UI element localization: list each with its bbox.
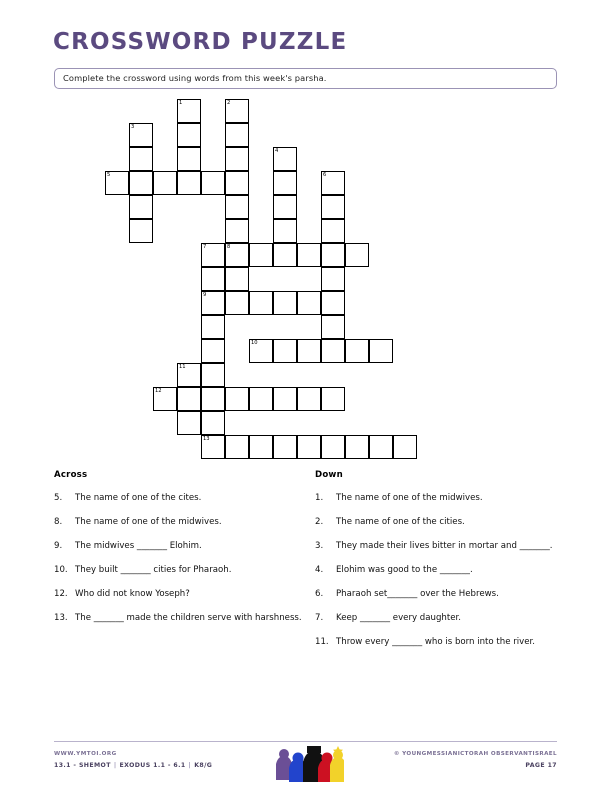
across-heading: Across [54, 470, 88, 480]
crossword-cell[interactable] [297, 387, 321, 411]
crossword-cell[interactable] [321, 195, 345, 219]
crossword-cell[interactable] [177, 147, 201, 171]
across-clue-item [54, 541, 304, 553]
footer-verses: EXODUS 1.1 - 6.1 [119, 762, 186, 769]
across-clue-text: Who did not know Yoseph? [75, 589, 190, 599]
crossword-cell[interactable] [177, 387, 201, 411]
across-clue-item [54, 613, 304, 625]
crossword-cell[interactable] [129, 171, 153, 195]
crossword-cell[interactable] [249, 291, 273, 315]
crossword-cell[interactable] [225, 123, 249, 147]
crossword-cell[interactable] [321, 219, 345, 243]
crossword-cell[interactable] [273, 195, 297, 219]
down-clue-text: They made their lives bitter in mortar and _______. [336, 541, 553, 551]
crossword-cell[interactable] [225, 435, 249, 459]
crossword-cell[interactable] [105, 171, 129, 195]
footer-divider [54, 741, 557, 742]
crossword-cell[interactable] [321, 387, 345, 411]
down-clue-item [315, 565, 565, 577]
crossword-cell[interactable] [201, 267, 225, 291]
footer-separator-2: | [188, 762, 192, 769]
crossword-cell[interactable] [297, 243, 321, 267]
crossword-cell[interactable] [321, 243, 345, 267]
across-clue-number: 8. [54, 517, 63, 527]
crossword-cell[interactable] [201, 387, 225, 411]
crossword-cell[interactable] [249, 243, 273, 267]
crossword-cell[interactable] [249, 339, 273, 363]
crossword-cell[interactable] [201, 243, 225, 267]
crossword-cell[interactable] [225, 291, 249, 315]
crossword-cell[interactable] [345, 339, 369, 363]
across-clue-item [54, 517, 304, 529]
across-clue-number: 12. [54, 589, 68, 599]
across-clues-column [54, 470, 304, 637]
footer-grade: K8/G [194, 762, 213, 769]
down-clue-number: 3. [315, 541, 324, 551]
across-clue-list [54, 493, 304, 625]
crossword-cell[interactable] [129, 219, 153, 243]
crossword-cell[interactable] [201, 291, 225, 315]
crossword-cell[interactable] [201, 435, 225, 459]
crossword-cell[interactable] [225, 387, 249, 411]
crossword-cell-number: 1 [179, 100, 183, 106]
crossword-cell[interactable] [225, 267, 249, 291]
down-clue-item [315, 517, 565, 529]
crossword-cell[interactable] [129, 123, 153, 147]
down-clue-item [315, 637, 565, 649]
crossword-cell[interactable] [177, 363, 201, 387]
down-clues-column [315, 470, 565, 661]
crossword-cell[interactable] [369, 435, 393, 459]
footer-left [54, 751, 212, 769]
crossword-cell-number: 3 [131, 124, 135, 130]
crossword-cell[interactable] [249, 435, 273, 459]
across-clue-text: The _______ made the children serve with harshness. [75, 613, 302, 623]
crossword-cell[interactable] [153, 387, 177, 411]
organization-logo-icon [272, 746, 344, 784]
crossword-cell[interactable] [393, 435, 417, 459]
crossword-cell[interactable] [225, 171, 249, 195]
crossword-cell[interactable] [321, 315, 345, 339]
across-clue-number: 10. [54, 565, 68, 575]
crossword-cell[interactable] [273, 219, 297, 243]
crossword-cell[interactable] [369, 339, 393, 363]
crossword-cell-number: 13 [203, 436, 210, 442]
crossword-cell[interactable] [201, 315, 225, 339]
crossword-cell-number: 4 [275, 148, 279, 154]
crossword-cell[interactable] [201, 339, 225, 363]
crossword-cell[interactable] [225, 195, 249, 219]
footer-separator-1: | [113, 762, 117, 769]
across-clue-text: The name of one of the midwives. [75, 517, 222, 527]
crossword-cell[interactable] [249, 387, 273, 411]
down-clue-text: The name of one of the midwives. [336, 493, 483, 503]
crossword-cell[interactable] [225, 219, 249, 243]
down-clue-item [315, 589, 565, 601]
crossword-cell[interactable] [321, 435, 345, 459]
down-heading: Down [315, 470, 343, 480]
down-clue-item [315, 613, 565, 625]
instruction-text: Complete the crossword using words from this week's parsha. [63, 73, 327, 83]
crossword-cell-number: 10 [251, 340, 258, 346]
down-clue-number: 6. [315, 589, 324, 599]
crossword-cell[interactable] [177, 171, 201, 195]
crossword-cell[interactable] [225, 99, 249, 123]
down-clue-text: Keep _______ every daughter. [336, 613, 461, 623]
crossword-cell[interactable] [297, 435, 321, 459]
crossword-cell[interactable] [273, 171, 297, 195]
crossword-cell[interactable] [129, 147, 153, 171]
across-clue-item [54, 493, 304, 505]
down-clue-number: 4. [315, 565, 324, 575]
footer-right [394, 751, 557, 769]
crossword-cell[interactable] [297, 339, 321, 363]
crossword-cell[interactable] [321, 171, 345, 195]
crossword-cell[interactable] [129, 195, 153, 219]
crossword-cell[interactable] [177, 123, 201, 147]
crossword-cell[interactable] [225, 243, 249, 267]
across-clue-item [54, 565, 304, 577]
crossword-cell[interactable] [345, 435, 369, 459]
down-clue-item [315, 541, 565, 553]
across-clue-text: They built _______ cities for Pharaoh. [75, 565, 232, 575]
crossword-cell[interactable] [321, 267, 345, 291]
crossword-cell[interactable] [273, 147, 297, 171]
crossword-cell[interactable] [321, 291, 345, 315]
crossword-cell[interactable] [201, 363, 225, 387]
crossword-cell-number: 6 [323, 172, 327, 178]
down-clue-text: Pharaoh set_______ over the Hebrews. [336, 589, 499, 599]
footer-reference [54, 762, 212, 769]
crossword-cell[interactable] [201, 411, 225, 435]
footer-parsha: 13.1 - SHEMOT [54, 762, 111, 769]
across-clue-text: The midwives _______ Elohim. [75, 541, 202, 551]
crossword-cell-number: 2 [227, 100, 231, 106]
down-clue-text: Elohim was good to the _______. [336, 565, 473, 575]
crossword-cell[interactable] [273, 243, 297, 267]
crossword-cell[interactable] [273, 435, 297, 459]
page-title: CROSSWORD PUZZLE [53, 29, 348, 55]
crossword-cell-number: 12 [155, 388, 162, 394]
footer-page-number: PAGE 17 [525, 762, 557, 769]
crossword-cell[interactable] [153, 171, 177, 195]
down-clue-number: 7. [315, 613, 324, 623]
across-clue-number: 5. [54, 493, 63, 503]
down-clue-text: The name of one of the cities. [336, 517, 465, 527]
crossword-cell[interactable] [177, 99, 201, 123]
crossword-cell[interactable] [297, 291, 321, 315]
down-clue-list [315, 493, 565, 649]
crossword-cell-number: 7 [203, 244, 207, 250]
across-clue-text: The name of one of the cites. [75, 493, 202, 503]
crossword-cell-number: 11 [179, 364, 186, 370]
crossword-cell-number: 8 [227, 244, 231, 250]
across-clue-number: 13. [54, 613, 68, 623]
down-clue-number: 1. [315, 493, 324, 503]
across-clue-item [54, 589, 304, 601]
crossword-cell[interactable] [201, 171, 225, 195]
down-clue-item [315, 493, 565, 505]
footer-copyright: © YOUNGMESSIANICTORAH OBSERVANTISRAEL [393, 751, 557, 757]
crossword-cell-number: 5 [107, 172, 111, 178]
down-clue-text: Throw every _______ who is born into the river. [336, 637, 536, 647]
crossword-cell[interactable] [273, 387, 297, 411]
crossword-cell-number: 9 [203, 292, 207, 298]
down-clue-number: 11. [315, 637, 329, 647]
crossword-cell[interactable] [321, 339, 345, 363]
footer-website-url[interactable]: WWW.YMTOI.ORG [54, 751, 117, 757]
crossword-cell[interactable] [225, 147, 249, 171]
crossword-cell[interactable] [345, 243, 369, 267]
crossword-cell[interactable] [273, 339, 297, 363]
crossword-cell[interactable] [177, 411, 201, 435]
down-clue-number: 2. [315, 517, 324, 527]
across-clue-number: 9. [54, 541, 63, 551]
crossword-cell[interactable] [273, 291, 297, 315]
